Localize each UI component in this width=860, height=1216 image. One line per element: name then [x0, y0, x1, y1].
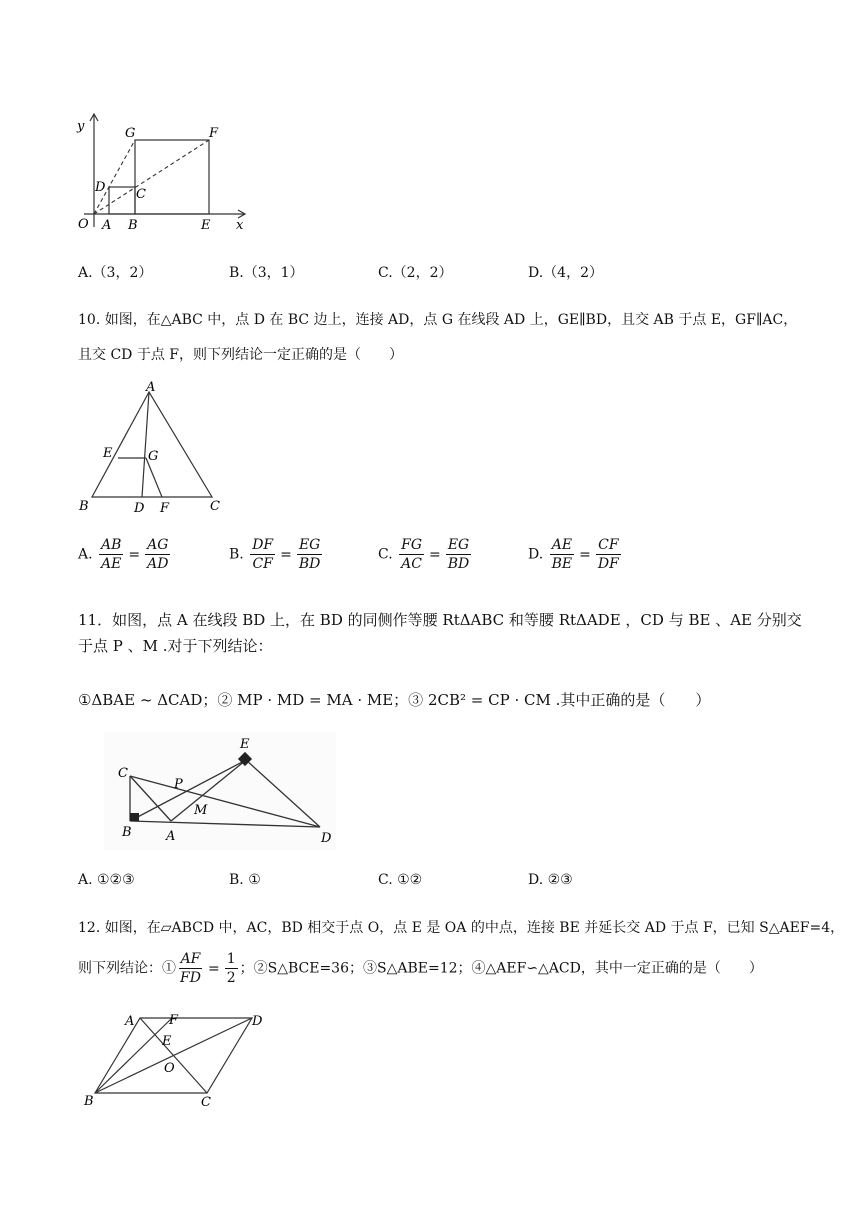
q11-option-a[interactable]: A. ①②③: [78, 872, 135, 888]
q10-option-c-frac1: [399, 536, 424, 573]
q9-coordinate-figure: [70, 110, 260, 235]
q11-option-b[interactable]: B. ①: [229, 872, 261, 888]
q12-figure-svg: [80, 1010, 270, 1110]
q12-ratio-den: FD: [180, 970, 201, 986]
q12-half-fraction: [225, 950, 238, 987]
q10-option-d[interactable]: [528, 536, 623, 573]
q10-option-b-num1: DF: [252, 537, 274, 553]
q10-option-d-letter: D.: [528, 546, 544, 563]
q11-label-c: C: [118, 766, 128, 781]
q11-text-line3: ①ΔBAE ~ ΔCAD；② MP · MD = MA · ME；③ 2CB² = CP · CM .其中正确的是（ ）: [78, 691, 711, 709]
q12-half-num: 1: [226, 951, 236, 967]
q10-option-a-letter: A.: [78, 546, 93, 563]
q9-label-g: G: [125, 126, 136, 141]
q10-option-d-den2: DF: [597, 556, 619, 572]
q11-text-line2: 于点 P 、M .对于下列结论：: [78, 637, 273, 655]
q10-label-g: G: [148, 449, 159, 464]
q10-option-a[interactable]: [78, 536, 173, 573]
q10-option-d-frac2: [596, 536, 621, 573]
q10-triangle-figure: [74, 382, 234, 517]
q10-option-b-den2: BD: [298, 556, 321, 572]
q10-option-c-num2: EG: [447, 537, 470, 553]
q10-option-b-den1: CF: [252, 556, 273, 572]
q11-text-line1: 11．如图，点 A 在线段 BD 上，在 BD 的同侧作等腰 RtΔABC 和等腰 RtΔADE ，CD 与 BE 、AE 分别交: [78, 611, 802, 629]
q12-ratio-eq: =: [207, 960, 220, 977]
q9-label-o: O: [78, 217, 89, 232]
q12-ratio-num: AF: [180, 951, 201, 967]
q10-label-d: D: [134, 501, 145, 516]
q10-option-a-eq: =: [128, 546, 141, 563]
q9-option-b[interactable]: B.（3，1）: [229, 265, 304, 281]
q9-label-y: y: [77, 119, 85, 134]
q10-option-d-num1: AE: [551, 537, 573, 553]
q12-label-d: D: [252, 1014, 263, 1029]
q10-option-c-num1: FG: [401, 537, 423, 553]
q10-option-a-frac1: [99, 536, 123, 573]
q12-text-line1: 12. 如图，在▱ABCD 中，AC，BD 相交于点 O，点 E 是 OA 的中点，连接 BE 并延长交 AD 于点 F，已知 S△AEF=4，: [78, 920, 845, 936]
q10-option-d-den1: BE: [551, 556, 573, 572]
q12-text-line2: [78, 950, 763, 987]
q10-text-line2: 且交 CD 于点 F，则下列结论一定正确的是（ ）: [78, 347, 403, 363]
q10-option-a-den1: AE: [101, 556, 122, 572]
q9-option-d[interactable]: D.（4，2）: [528, 265, 603, 281]
q12-line2-suffix: ；②S△BCE=36；③S△ABE=12；④△AEF∽△ACD，其中一定正确的是（ ）: [239, 960, 763, 977]
q11-label-b: B: [122, 825, 132, 840]
q10-text-line1: 10. 如图，在△ABC 中，点 D 在 BC 边上，连接 AD，点 G 在线段 AD 上，GE∥BD，且交 AB 于点 E，GF∥AC，: [78, 312, 798, 328]
q12-ratio-fraction: [178, 950, 203, 987]
q10-label-e: E: [103, 446, 113, 461]
q10-option-c-frac2: [446, 536, 472, 573]
q9-label-a: A: [102, 218, 112, 233]
q12-label-o: O: [164, 1061, 175, 1076]
q9-label-f: F: [209, 126, 219, 141]
q12-label-a: A: [125, 1014, 135, 1029]
q9-figure-svg: [70, 110, 260, 235]
q12-label-f: F: [169, 1013, 179, 1028]
q10-label-b: B: [79, 499, 89, 514]
q10-option-b-eq: =: [280, 546, 292, 563]
q12-line2-prefix: 则下列结论：①: [78, 960, 176, 977]
q10-label-f: F: [160, 501, 170, 516]
q11-triangle-figure: [104, 732, 336, 850]
q10-label-c: C: [210, 499, 220, 514]
q12-half-den: 2: [226, 970, 236, 986]
q9-label-e: E: [201, 218, 211, 233]
q12-label-e: E: [162, 1034, 172, 1049]
q10-option-b-frac1: [250, 536, 275, 573]
q10-option-b[interactable]: [229, 536, 324, 573]
q10-option-a-num1: AB: [101, 537, 122, 553]
q11-label-a: A: [166, 829, 176, 844]
q10-option-c[interactable]: [378, 536, 473, 573]
q11-label-m: M: [194, 803, 208, 818]
q11-option-c[interactable]: C. ①②: [378, 872, 423, 888]
q9-label-b: B: [128, 218, 138, 233]
q10-option-a-den2: AD: [147, 556, 169, 572]
q10-option-b-frac2: [297, 536, 323, 573]
q12-parallelogram-figure: [80, 1010, 270, 1110]
q12-label-c: C: [201, 1095, 211, 1110]
q10-option-c-eq: =: [429, 546, 441, 563]
q10-option-c-den2: BD: [447, 556, 470, 572]
q10-option-b-num2: EG: [298, 537, 321, 553]
q9-label-c: C: [136, 187, 146, 202]
q11-label-d: D: [321, 831, 332, 846]
q10-option-a-frac2: [145, 536, 170, 573]
q10-option-d-num2: CF: [598, 537, 619, 553]
q10-label-a: A: [146, 380, 156, 395]
q10-option-c-den1: AC: [401, 556, 422, 572]
q11-label-p: P: [174, 777, 183, 792]
q10-option-d-eq: =: [579, 546, 591, 563]
q10-option-b-letter: B.: [229, 546, 244, 563]
q9-label-x: x: [236, 218, 244, 233]
q12-label-b: B: [84, 1094, 94, 1109]
q10-figure-svg: [74, 382, 234, 517]
q11-label-e: E: [240, 737, 250, 752]
q11-option-d[interactable]: D. ②③: [528, 872, 573, 888]
q11-figure-svg: [104, 732, 336, 850]
q10-option-c-letter: C.: [378, 546, 393, 563]
q10-option-a-num2: AG: [147, 537, 169, 553]
q9-option-c[interactable]: C.（2，2）: [378, 265, 453, 281]
q9-label-d: D: [95, 180, 106, 195]
q9-option-a[interactable]: A.（3，2）: [78, 265, 153, 281]
q10-option-d-frac1: [550, 536, 575, 573]
